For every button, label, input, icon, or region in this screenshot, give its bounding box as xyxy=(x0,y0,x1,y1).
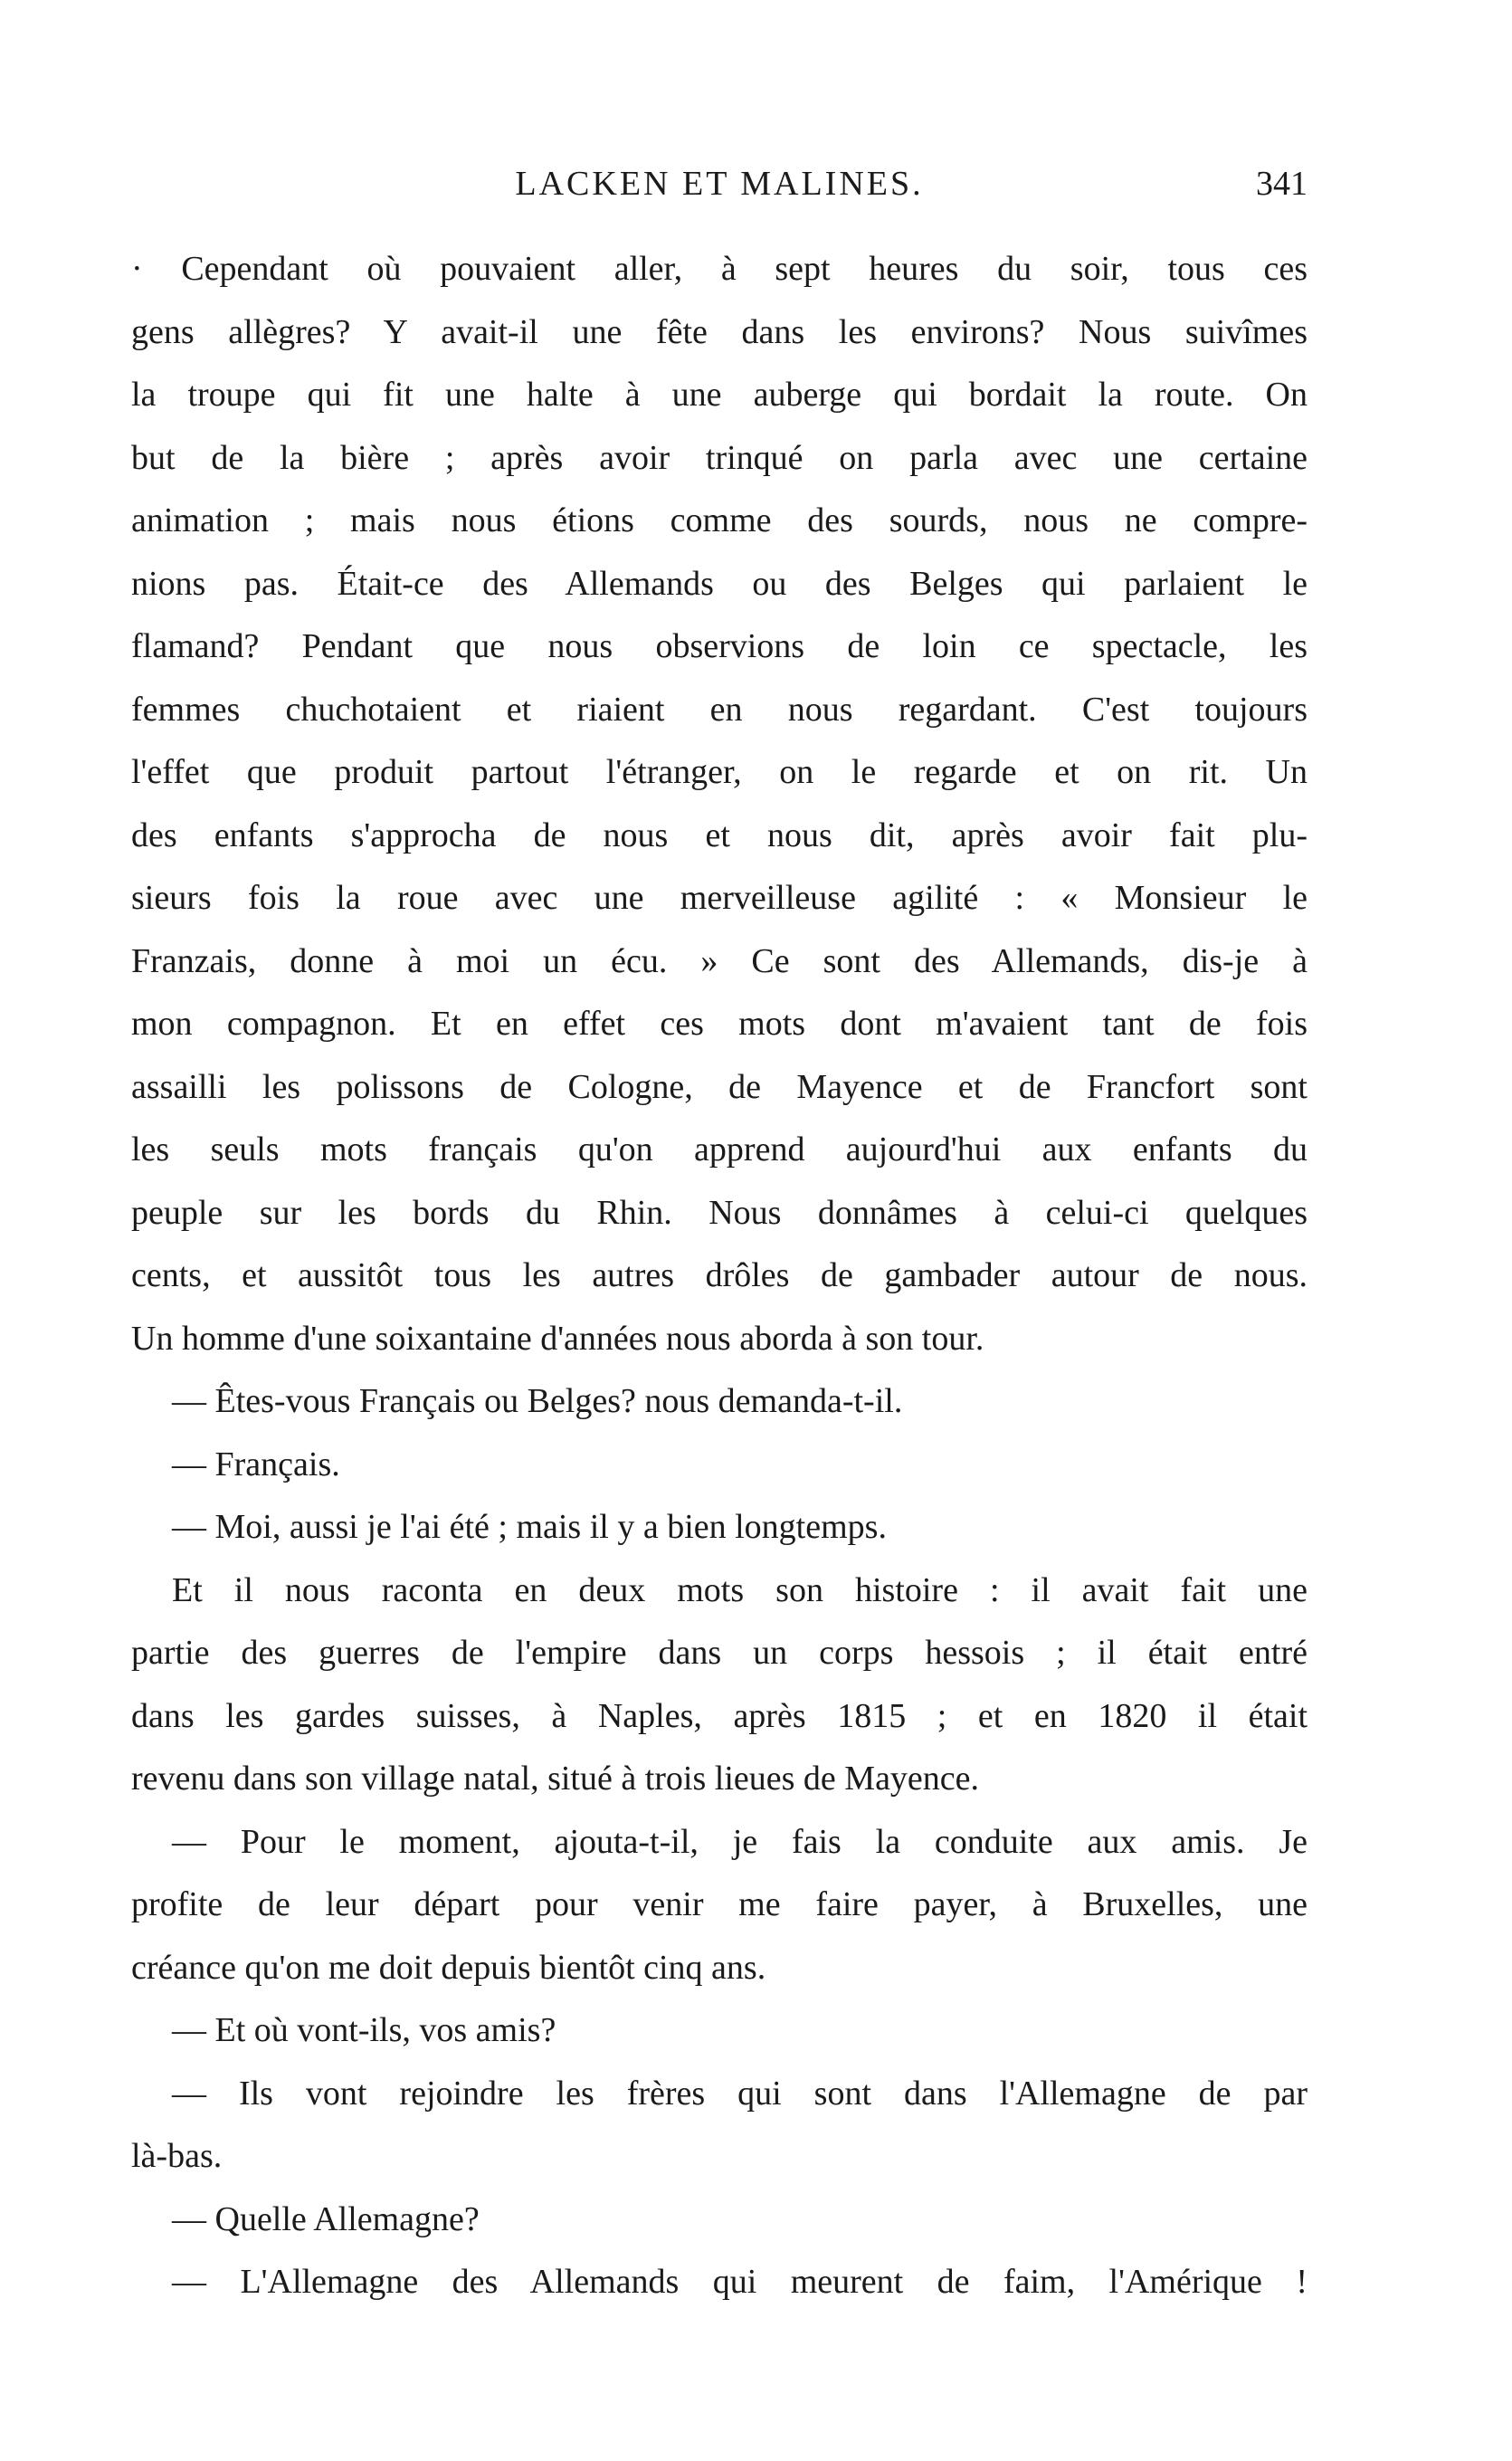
text-line: Et il nous raconta en deux mots son histoire : il avait fait une xyxy=(172,1570,1308,1609)
text-line: mon compagnon. Et en effet ces mots dont m'avaient tant de fois xyxy=(131,1005,1308,1043)
text-line: les seuls mots français qu'on apprend aujourd'hui aux enfants du xyxy=(131,1130,1308,1168)
text-line: Franzais, donne à moi un écu. » Ce sont des Allemands, dis-je à xyxy=(131,941,1308,980)
text-line: flamand? Pendant que nous observions de loin ce spectacle, les xyxy=(131,627,1308,665)
text-line: assailli les polissons de Cologne, de Mayence et de Francfort sont xyxy=(131,1067,1308,1106)
text-line: des enfants s'approcha de nous et nous dit, après avoir fait plu- xyxy=(131,816,1308,854)
running-head xyxy=(131,161,1308,206)
page-number: 341 xyxy=(1256,165,1308,203)
text-line: nions pas. Était-ce des Allemands ou des Belges qui parlaient le xyxy=(131,564,1308,603)
text-line: l'effet que produit partout l'étranger, on le regarde et on rit. Un xyxy=(131,753,1308,791)
text-line: créance qu'on me doit depuis bientôt cinq ans. xyxy=(131,1948,766,1987)
text-line: revenu dans son village natal, situé à trois lieues de Mayence. xyxy=(131,1760,980,1798)
dialogue-line: — Êtes-vous Français ou Belges? nous demanda-t-il. xyxy=(172,1382,903,1420)
dialogue-line: — Ils vont rejoindre les frères qui sont dans l'Allemagne de par xyxy=(172,2074,1308,2113)
running-head-title: LACKEN ET MALINES. xyxy=(515,165,924,203)
text-line: cents, et aussitôt tous les autres drôles de gambader autour de nous. xyxy=(131,1256,1308,1294)
text-line: profite de leur départ pour venir me faire payer, à Bruxelles, une xyxy=(131,1885,1308,1923)
dialogue-line: — Et où vont-ils, vos amis? xyxy=(172,2011,556,2049)
text-line: sieurs fois la roue avec une merveilleuse agilité : « Monsieur le xyxy=(131,879,1308,917)
dialogue-line: — L'Allemagne des Allemands qui meurent de faim, l'Amérique ! xyxy=(172,2263,1308,2301)
text-line: Un homme d'une soixantaine d'années nous aborda à son tour. xyxy=(131,1319,984,1358)
text-line: gens allègres? Y avait-il une fête dans les environs? Nous suivîmes xyxy=(131,312,1308,351)
dialogue-line: — Moi, aussi je l'ai été ; mais il y a bien longtemps. xyxy=(172,1508,887,1546)
text-line: là-bas. xyxy=(131,2137,223,2175)
text-line: · Cependant où pouvaient aller, à sept heures du soir, tous ces xyxy=(131,250,1308,288)
text-line: dans les gardes suisses, à Naples, après 1815 ; et en 1820 il était xyxy=(131,1696,1308,1735)
text-line: partie des guerres de l'empire dans un corps hessois ; il était entré xyxy=(131,1634,1308,1672)
text-line: peuple sur les bords du Rhin. Nous donnâmes à celui-ci quelques xyxy=(131,1193,1308,1232)
text-line: la troupe qui fit une halte à une auberge qui bordait la route. On xyxy=(131,376,1308,414)
text-line: femmes chuchotaient et riaient en nous regardant. C'est toujours xyxy=(131,690,1308,729)
text-line: but de la bière ; après avoir trinqué on parla avec une certaine xyxy=(131,438,1308,477)
text-line: animation ; mais nous étions comme des sourds, nous ne compre- xyxy=(131,501,1308,539)
dialogue-line: — Français. xyxy=(172,1445,340,1483)
dialogue-line: — Pour le moment, ajouta-t-il, je fais la conduite aux amis. Je xyxy=(172,1822,1308,1861)
body-text xyxy=(131,238,1308,2314)
dialogue-line: — Quelle Allemagne? xyxy=(172,2199,480,2238)
